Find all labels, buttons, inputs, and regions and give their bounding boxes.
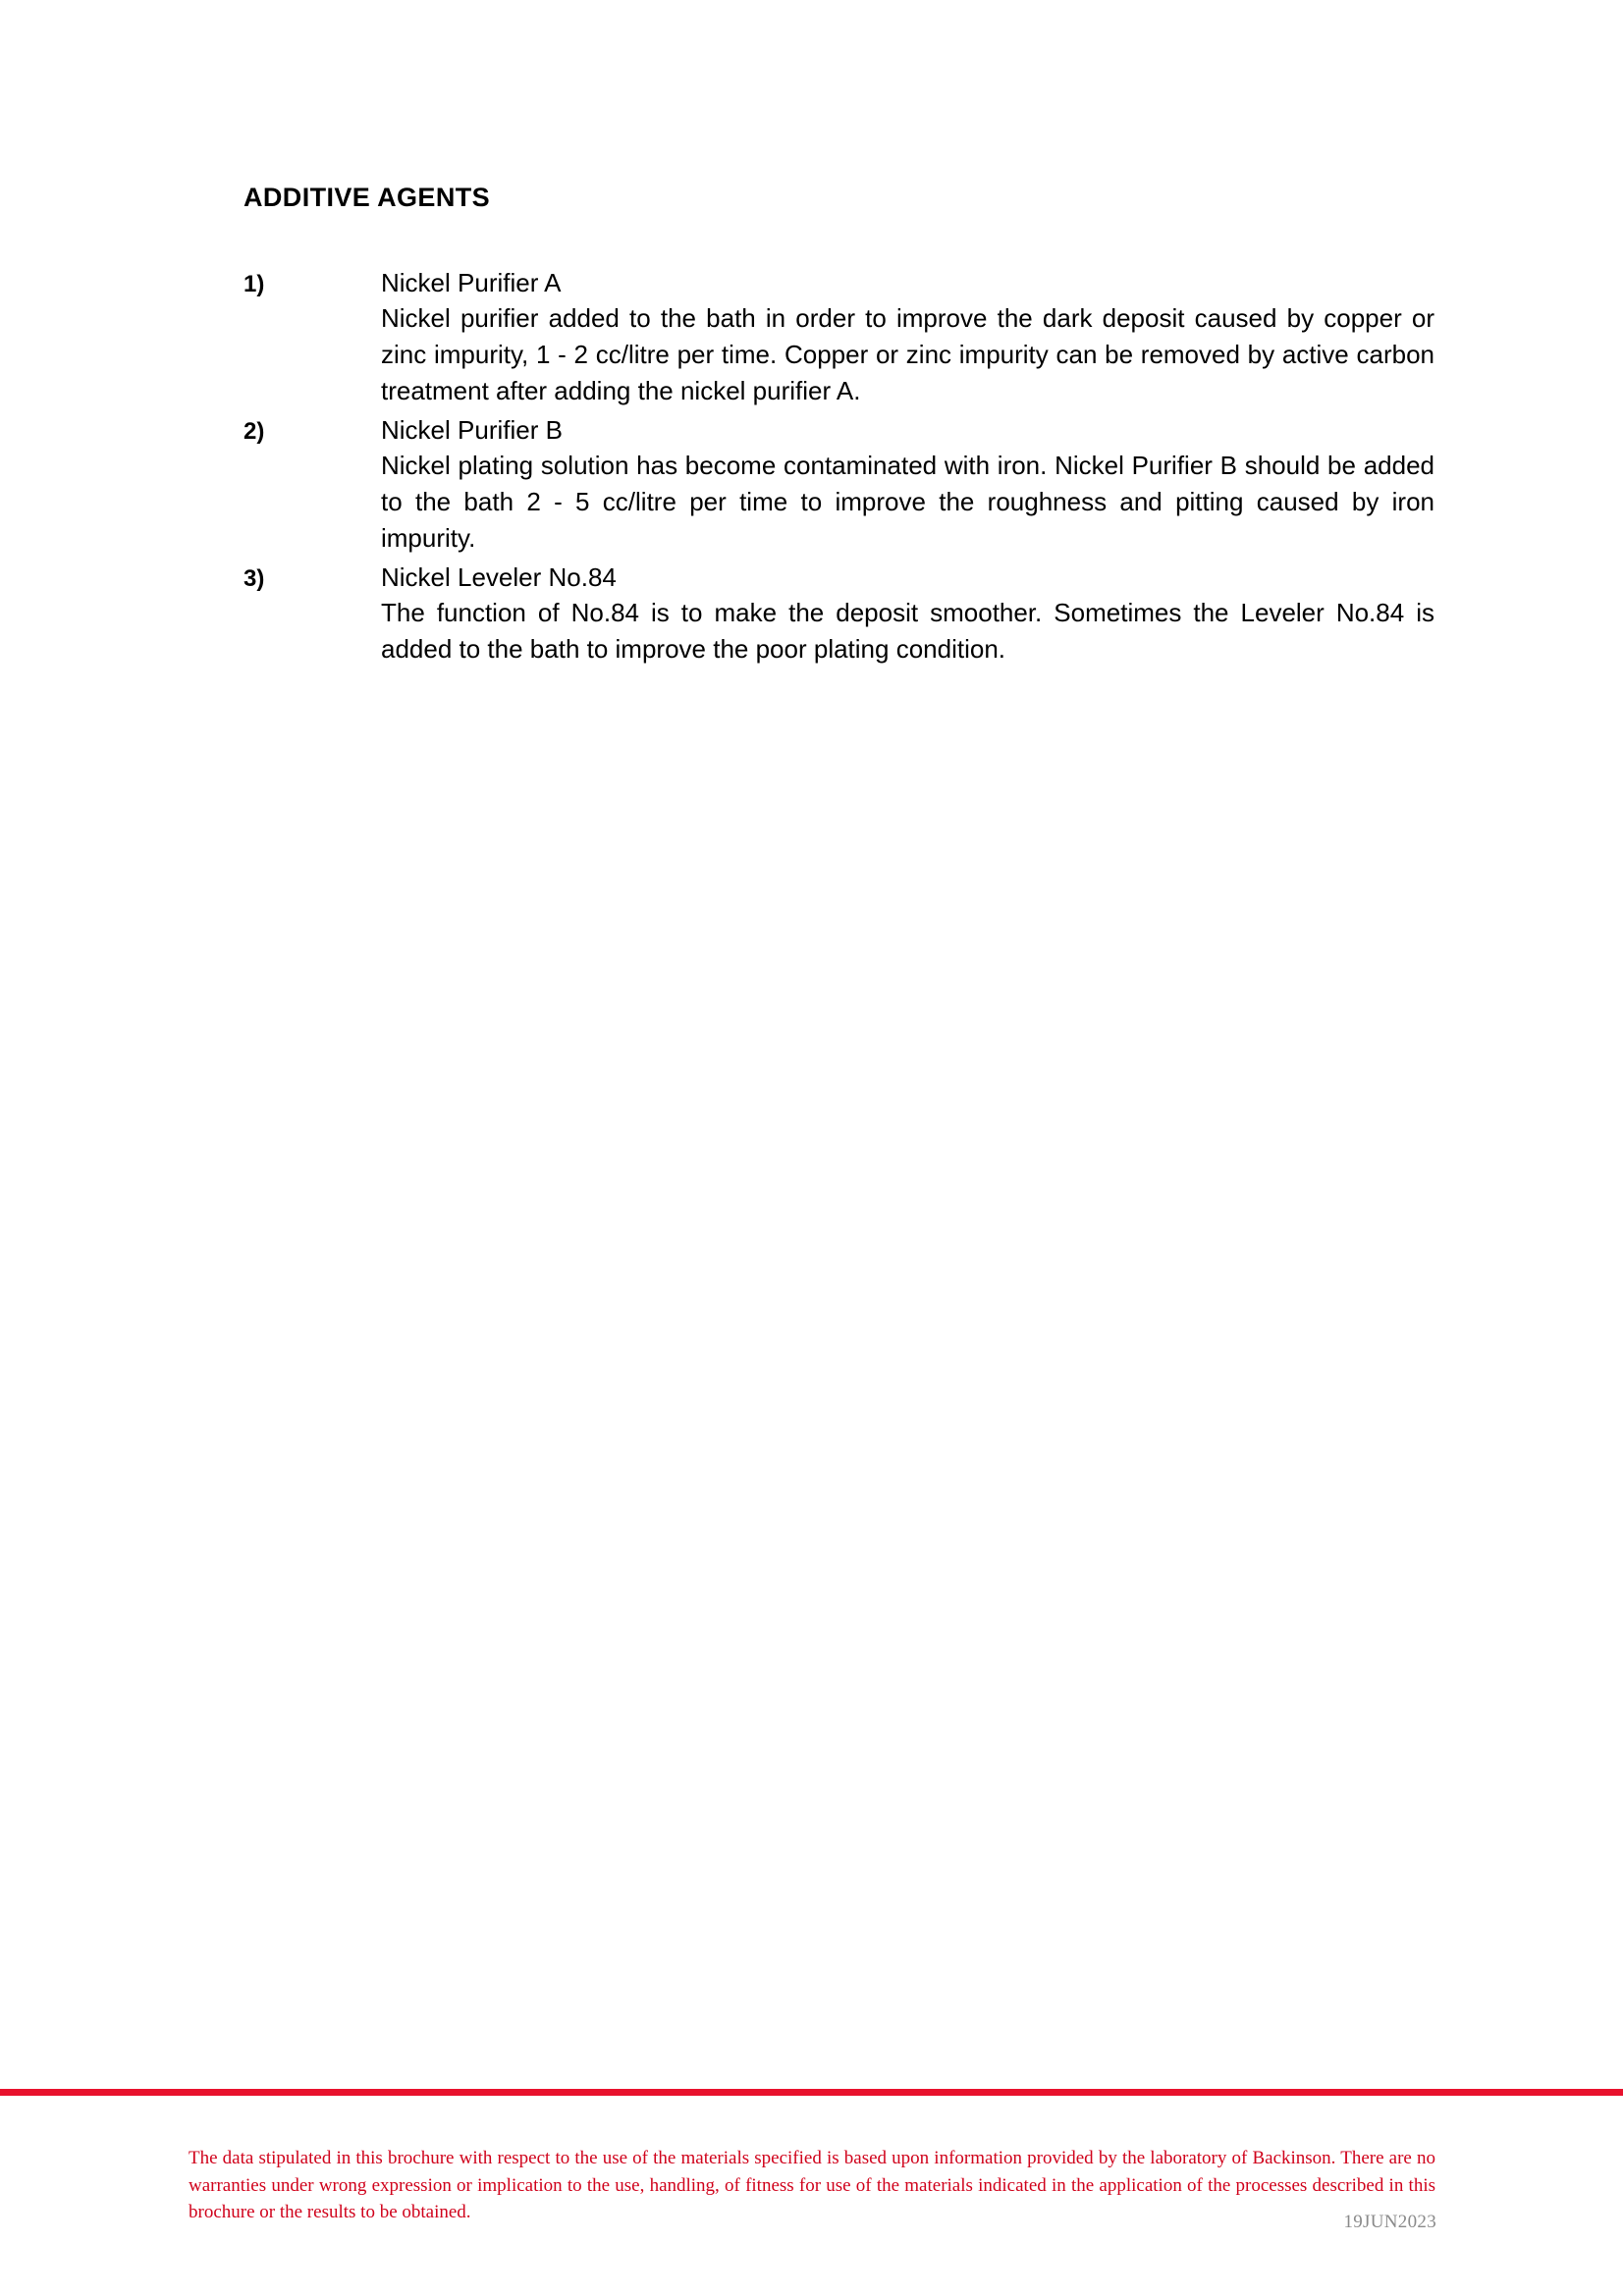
list-item-number: 3) [243, 565, 265, 593]
footer-disclaimer: The data stipulated in this brochure with respect to the use of the materials specified is based upon information provided by the laboratory of Backinson. There are no warranties under wrong expression or implication to the use, handling, of fitness for use of the materials indicated in the application of the processes described in this brochure or the results to be obtained. [189, 2148, 1435, 2223]
list-item-header [243, 561, 1436, 595]
list-item-body: The function of No.84 is to make the deposit smoother. Sometimes the Leveler No.84 is added to the bath to improve the poor plating condition. [381, 598, 1434, 665]
list-item-body: Nickel purifier added to the bath in order to improve the dark deposit caused by copper or zinc impurity, 1 - 2 cc/litre per time. Copper or zinc impurity can be removed by active carbon treatment after adding the nickel purifier A. [381, 303, 1434, 406]
footer-date: 19JUN2023 [1343, 2212, 1436, 2232]
footer-divider [0, 2089, 1623, 2096]
list-item-body: Nickel plating solution has become contaminated with iron. Nickel Purifier B should be added to the bath 2 - 5 cc/litre per time to improve the roughness and pitting caused by iron impurity. [381, 451, 1434, 554]
page-title: ADDITIVE AGENTS [243, 183, 491, 212]
list-item [243, 266, 1436, 409]
list-item [243, 561, 1436, 667]
list-item-header [243, 266, 1436, 300]
list-item-header [243, 413, 1436, 448]
list-item [243, 413, 1436, 557]
list-item-heading: Nickel Purifier A [381, 268, 562, 298]
list-item-number: 1) [243, 271, 265, 298]
document-content [243, 182, 1436, 671]
list-item-heading: Nickel Leveler No.84 [381, 562, 617, 593]
list-item-number: 2) [243, 418, 265, 446]
list-item-heading: Nickel Purifier B [381, 415, 563, 446]
